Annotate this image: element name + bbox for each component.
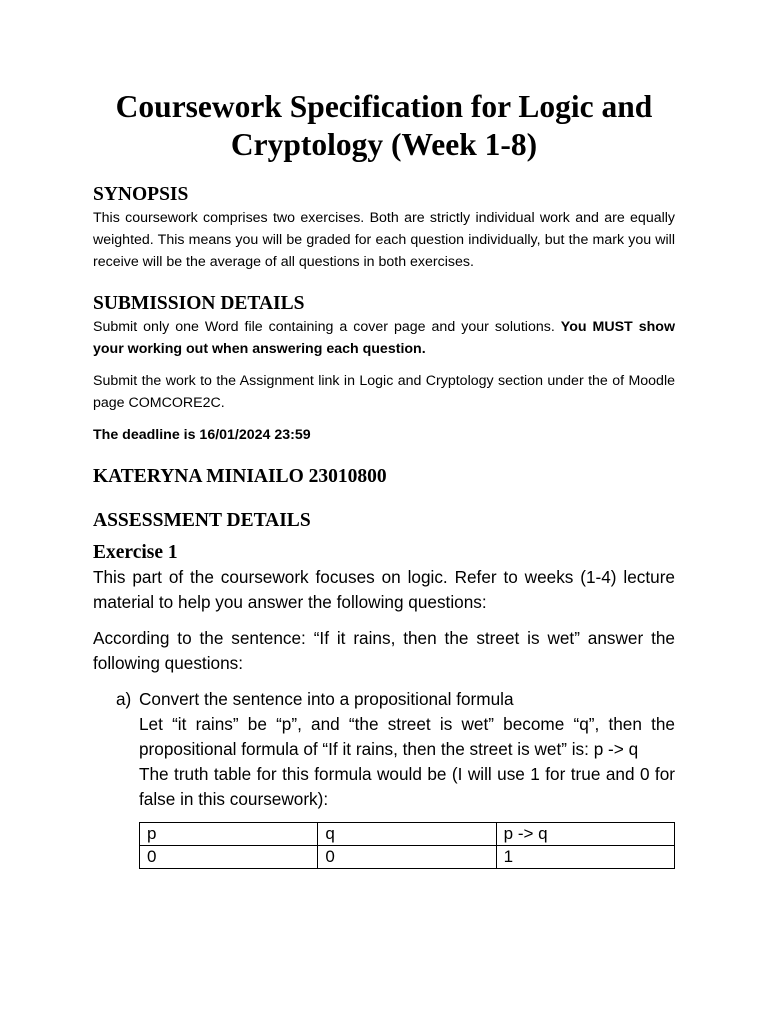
document-page xyxy=(93,88,675,869)
exercise-sentence: According to the sentence: “If it rains, then the street is wet” answer the following questions: xyxy=(93,628,675,673)
truth-table xyxy=(139,822,675,869)
submission-heading: SUBMISSION DETAILS xyxy=(93,293,305,314)
synopsis-heading: SYNOPSIS xyxy=(93,184,189,205)
exercise-intro: This part of the coursework focuses on logic. Refer to weeks (1-4) lecture material to help you answer the following questions: xyxy=(93,567,675,612)
submission-paragraph-2: Submit the work to the Assignment link in Logic and Cryptology section under the of Moodle page COMCORE2C. xyxy=(93,373,675,411)
assessment-heading: ASSESSMENT DETAILS xyxy=(93,510,311,531)
item-a-question: Convert the sentence into a propositional formula xyxy=(139,689,514,709)
list-item-a xyxy=(93,687,675,812)
exercise-heading: Exercise 1 xyxy=(93,542,178,563)
item-a-truth-intro: The truth table for this formula would be (I will use 1 for true and 0 for false in this coursework): xyxy=(139,764,675,809)
student-name: KATERYNA MINIAILO 23010800 xyxy=(93,466,387,487)
item-a-answer: Let “it rains” be “p”, and “the street is wet” become “q”, then the propositional formula of “If it rains, then the street is wet” is: p -> q xyxy=(139,714,675,759)
table-cell: 1 xyxy=(496,846,674,869)
synopsis-text: This coursework comprises two exercises. Both are strictly individual work and are equally weighted. This means you will be graded for each question individually, but the mark you will receive will be the average of all questions in both exercises. xyxy=(93,210,675,270)
list-marker-a: a) xyxy=(116,689,132,709)
submission-p1-normal: Submit only one Word file containing a cover page and your solutions. xyxy=(93,319,561,335)
table-header-cell: p -> q xyxy=(496,823,674,846)
table-cell: 0 xyxy=(318,846,496,869)
table-header-row xyxy=(140,823,675,846)
document-title: Coursework Specification for Logic and Cryptology (Week 1-8) xyxy=(115,89,653,162)
table-cell: 0 xyxy=(140,846,318,869)
table-row xyxy=(140,846,675,869)
submission-deadline: The deadline is 16/01/2024 23:59 xyxy=(93,427,311,443)
table-header-cell: q xyxy=(318,823,496,846)
submission-paragraph-1 xyxy=(93,316,675,360)
submission-p1-bold: You MUST show your working out when answering each question. xyxy=(93,319,675,357)
table-header-cell: p xyxy=(140,823,318,846)
